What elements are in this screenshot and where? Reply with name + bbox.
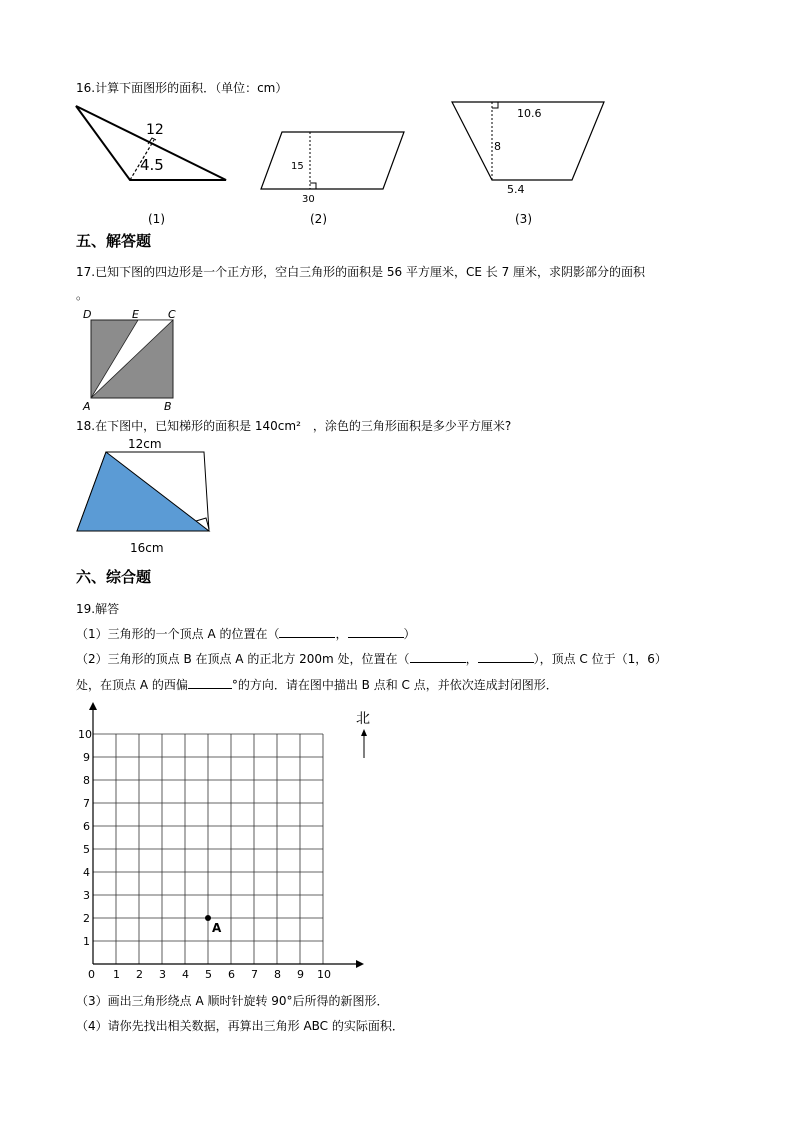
north-label: 北 — [356, 711, 370, 727]
y-tick-label: 7 — [83, 797, 90, 810]
x-tick-label: 5 — [205, 968, 212, 981]
y-axis-arrow-icon — [89, 702, 97, 710]
q19-p2-blank-angle[interactable] — [188, 676, 232, 689]
q19-part4: （4）请你先找出相关数据，再算出三角形 ABC 的实际面积． — [76, 1019, 404, 1033]
x-tick-label: 9 — [297, 968, 304, 981]
point-a-label: A — [212, 921, 222, 935]
q16-fig3-label: (3) — [515, 212, 532, 226]
y-tick-label: 1 — [83, 935, 90, 948]
q18-text: 18.在下图中，已知梯形的面积是 140cm² ，涂色的三角形面积是多少平方厘米? — [76, 419, 512, 433]
section-6-title: 六、综合题 — [76, 568, 152, 586]
x-tick-label: 10 — [317, 968, 331, 981]
q19-part2-line2 — [76, 676, 558, 693]
q16-figure-trapezoid — [445, 96, 615, 200]
point-a — [205, 915, 211, 921]
q19-p1-blank-y[interactable] — [348, 625, 404, 638]
q17-label-d: D — [83, 308, 92, 321]
q19-p1-blank-x[interactable] — [279, 625, 335, 638]
q19-p1-comma: ， — [335, 627, 348, 641]
q16-figure-parallelogram — [255, 125, 415, 207]
q16-figure-triangle — [70, 100, 240, 190]
q17-text: 17.已知下图的四边形是一个正方形，空白三角形的面积是 56 平方厘米，CE 长 7 厘米，求阴影部分的面积 — [76, 265, 646, 279]
q16-fig3-top: 10.6 — [517, 107, 542, 120]
q17-square-figure — [80, 306, 190, 412]
x-tick-label: 4 — [182, 968, 189, 981]
q19-p2-prefix: （2）三角形的顶点 B 在顶点 A 的正北方 200m 处，位置在（ — [76, 652, 410, 666]
q17-label-b: B — [164, 400, 172, 412]
q19-p2-blank-x[interactable] — [410, 650, 466, 663]
y-tick-label: 5 — [83, 843, 90, 856]
q17-label-c: C — [168, 308, 176, 321]
x-tick-label: 3 — [159, 968, 166, 981]
y-tick-label: 4 — [83, 866, 90, 879]
x-tick-label: 0 — [88, 968, 95, 981]
q18-bottom-label: 16cm — [130, 541, 164, 555]
y-tick-label: 3 — [83, 889, 90, 902]
q16-fig2-label: (2) — [310, 212, 327, 226]
q16-fig1-label: (1) — [148, 212, 165, 226]
x-tick-label: 7 — [251, 968, 258, 981]
q19-p2-mid: ），顶点 C 位于（1，6） — [533, 652, 667, 666]
y-tick-label: 8 — [83, 774, 90, 787]
q16-fig1-height: 4.5 — [140, 156, 164, 174]
x-tick-label: 1 — [113, 968, 120, 981]
q16-fig1-base: 12 — [146, 122, 164, 138]
q19-p2-comma: ， — [465, 652, 478, 666]
q17-label-a: A — [83, 400, 91, 412]
q18-trapezoid-figure — [72, 434, 216, 556]
y-tick-label: 6 — [83, 820, 90, 833]
q19-p2-end: °的方向．请在图中描出 B 点和 C 点，并依次连成封闭图形． — [231, 678, 558, 692]
q17-text-end: 。 — [76, 288, 89, 302]
q16-fig2-base: 30 — [302, 194, 315, 205]
y-tick-label: 2 — [83, 912, 90, 925]
x-tick-label: 2 — [136, 968, 143, 981]
q19-p2-start: 处，在顶点 A 的西偏 — [76, 678, 188, 692]
q16-title: 16.计算下面图形的面积．（单位：cm） — [76, 81, 288, 95]
section-5-title: 五、解答题 — [76, 232, 152, 250]
q18-top-label: 12cm — [128, 437, 162, 451]
q19-part2-line1 — [76, 650, 667, 667]
q16-fig3-height: 8 — [494, 140, 501, 153]
x-tick-label: 8 — [274, 968, 281, 981]
q19-part1 — [76, 625, 416, 642]
q19-head: 19.解答 — [76, 602, 120, 616]
q16-fig2-height: 15 — [291, 161, 304, 172]
x-axis-arrow-icon — [356, 960, 364, 968]
q17-label-e: E — [132, 308, 139, 321]
q19-p2-blank-y[interactable] — [478, 650, 534, 663]
q19-part3: （3）画出三角形绕点 A 顺时针旋转 90°后所得的新图形． — [76, 994, 389, 1008]
q19-p1-suffix: ） — [403, 627, 416, 641]
y-tick-label: 9 — [83, 751, 90, 764]
q16-fig3-bottom: 5.4 — [507, 183, 525, 196]
q19-coordinate-grid — [70, 700, 380, 985]
x-tick-label: 6 — [228, 968, 235, 981]
y-tick-label: 10 — [78, 728, 92, 741]
q19-p1-prefix: （1）三角形的一个顶点 A 的位置在（ — [76, 627, 280, 641]
north-arrow-icon — [356, 728, 372, 760]
